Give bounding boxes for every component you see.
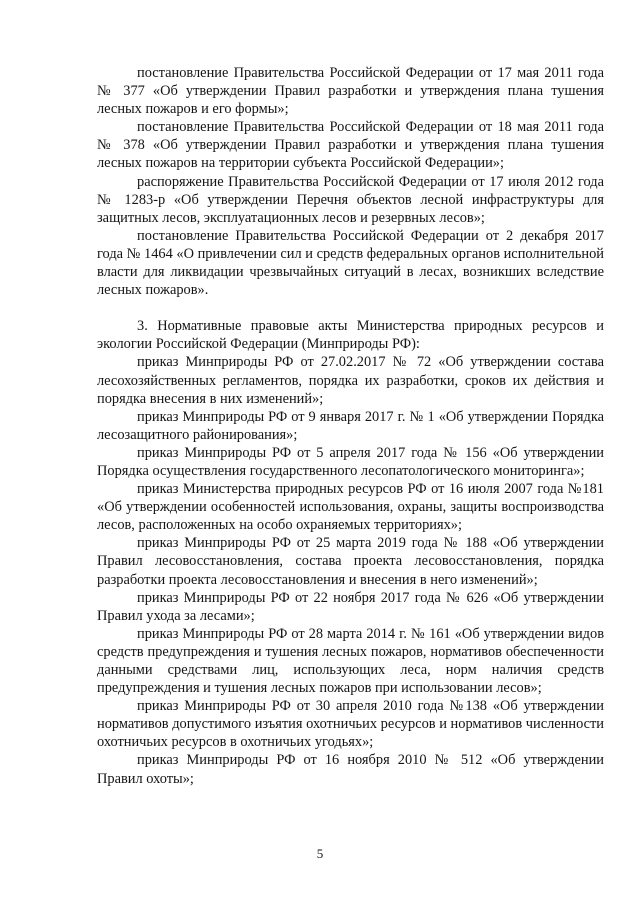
paragraph: приказ Минприроды РФ от 25 марта 2019 года № 188 «Об утверждении Правил лесовосстановления, состава проекта лесовосстановления, порядка разработки проекта лесовосстановления и внесения в него изменений»; [97,535,604,588]
paragraph: приказ Минприроды РФ от 28 марта 2014 г. № 161 «Об утверждении видов средств предупреждения и тушения лесных пожаров, нормативов обеспеченности данными средствами лиц, использующих леса, норм наличия средств предупреждения и тушения лесных пожаров при использовании лесов»; [97,625,604,697]
paragraph: приказ Минприроды РФ от 5 апреля 2017 года № 156 «Об утверждении Порядка осуществления государственного лесопатологического мониторинга»; [97,444,604,479]
page-number: 5 [316,846,324,861]
paragraph: постановление Правительства Российской Федерации от 18 мая 2011 года № 378 «Об утверждении Правил разработки и утверждения плана тушения лесных пожаров на территории субъекта Российской Федерации»; [97,119,604,172]
paragraph: постановление Правительства Российской Федерации от 17 мая 2011 года № 377 «Об утверждении Правил разработки и утверждения плана тушения лесных пожаров и его формы»; [97,65,604,118]
paragraph: приказ Минприроды РФ от 30 апреля 2010 года №138 «Об утверждении нормативов допустимого изъятия охотничьих ресурсов и нормативов численности охотничьих ресурсов в охотничьих угодьях»; [97,698,604,751]
paragraph: распоряжение Правительства Российской Федерации от 17 июля 2012 года № 1283-р «Об утверждении Перечня объектов лесной инфраструктуры для защитных лесов, эксплуатационных лесов и резервных лесов»; [97,173,604,226]
paragraph: приказ Минприроды РФ от 27.02.2017 № 72 «Об утверждении состава лесохозяйственных регламентов, порядка их разработки, сроков их действия и порядка внесения в них изменений»; [97,354,604,407]
document-body [97,64,604,788]
paragraph: приказ Минприроды РФ от 16 ноября 2010 № 512 «Об утверждении Правил охоты»; [97,752,604,787]
paragraph: приказ Минприроды РФ от 9 января 2017 г. № 1 «Об утверждении Порядка лесозащитного районирования»; [97,408,604,443]
paragraph: приказ Министерства природных ресурсов РФ от 16 июля 2007 года №181 «Об утверждении особенностей использования, охраны, защиты воспроизводства лесов, расположенных на особо охраняемых территориях»; [97,481,604,534]
section-heading: 3. Нормативные правовые акты Министерства природных ресурсов и экологии Российской Федерации (Минприроды РФ): [97,318,604,353]
paragraph: приказ Минприроды РФ от 22 ноября 2017 года № 626 «Об утверждении Правил ухода за лесами»; [97,589,604,624]
paragraph: постановление Правительства Российской Федерации от 2 декабря 2017 года № 1464 «О привлечении сил и средств федеральных органов исполнительной власти для ликвидации чрезвычайных ситуаций в лесах, возникших вследствие лесных пожаров». [97,227,604,299]
